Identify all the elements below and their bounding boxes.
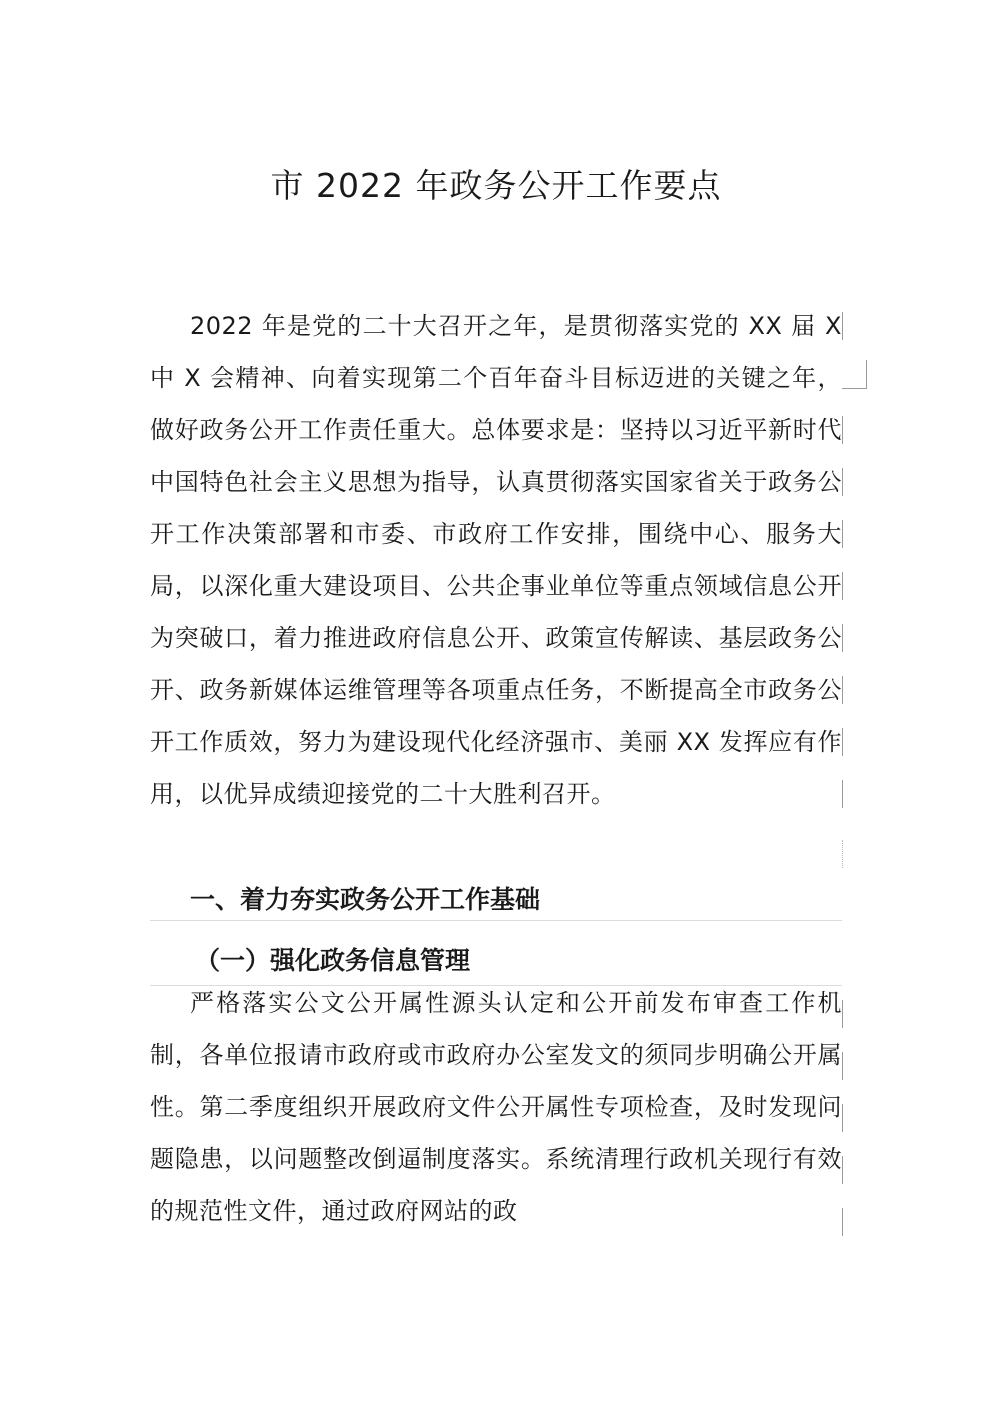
margin-corner-mark bbox=[842, 360, 867, 389]
margin-mark bbox=[842, 780, 843, 808]
margin-mark bbox=[842, 312, 843, 340]
margin-mark bbox=[842, 1104, 843, 1132]
divider bbox=[150, 920, 842, 921]
section-heading: 一、着力夯实政务公开工作基础 bbox=[190, 885, 541, 914]
margin-mark bbox=[842, 1156, 843, 1184]
margin-mark bbox=[842, 1000, 843, 1028]
margin-mark bbox=[842, 416, 843, 444]
margin-mark bbox=[842, 728, 843, 756]
margin-mark bbox=[842, 520, 843, 548]
margin-mark bbox=[842, 468, 843, 496]
margin-mark bbox=[842, 840, 844, 868]
intro-paragraph: 2022 年是党的二十大召开之年，是贯彻落实党的 XX 届 X 中 X 会精神、向着实现第二个百年奋斗目标迈进的关键之年，做好政务公开工作责任重大。总体要求是：坚持以习近平新时代中国特色社会主义思想为指导，认真贯彻落实国家省关于政务公开工作决策部署和市委、市政府工作安排，围绕中心、服务大局，以深化重大建设项目、公共企事业单位等重点领域信息公开为突破口，着力推进政府信息公开、政策宣传解读、基层政务公开、政务新媒体运维管理等各项重点任务，不断提高全市政务公开工作质效，努力为建设现代化经济强市、美丽 XX 发挥应有作用，以优异成绩迎接党的二十大胜利召开。 bbox=[150, 312, 842, 808]
margin-mark bbox=[842, 572, 843, 600]
margin-mark bbox=[842, 1208, 843, 1236]
subsection-heading: （一）强化政务信息管理 bbox=[195, 946, 471, 975]
document-title: 市 2022 年政务公开工作要点 bbox=[270, 166, 722, 205]
margin-mark bbox=[842, 1052, 843, 1080]
margin-mark bbox=[842, 624, 843, 652]
subsection-paragraph: 严格落实公文公开属性源头认定和公开前发布审查工作机制，各单位报请市政府或市政府办公室发文的须同步明确公开属性。第二季度组织开展政府文件公开属性专项检查，及时发现问题隐患，以问题整改倒逼制度落实。系统清理行政机关现行有效的规范性文件，通过政府网站的政 bbox=[150, 989, 842, 1225]
margin-mark bbox=[842, 676, 843, 704]
